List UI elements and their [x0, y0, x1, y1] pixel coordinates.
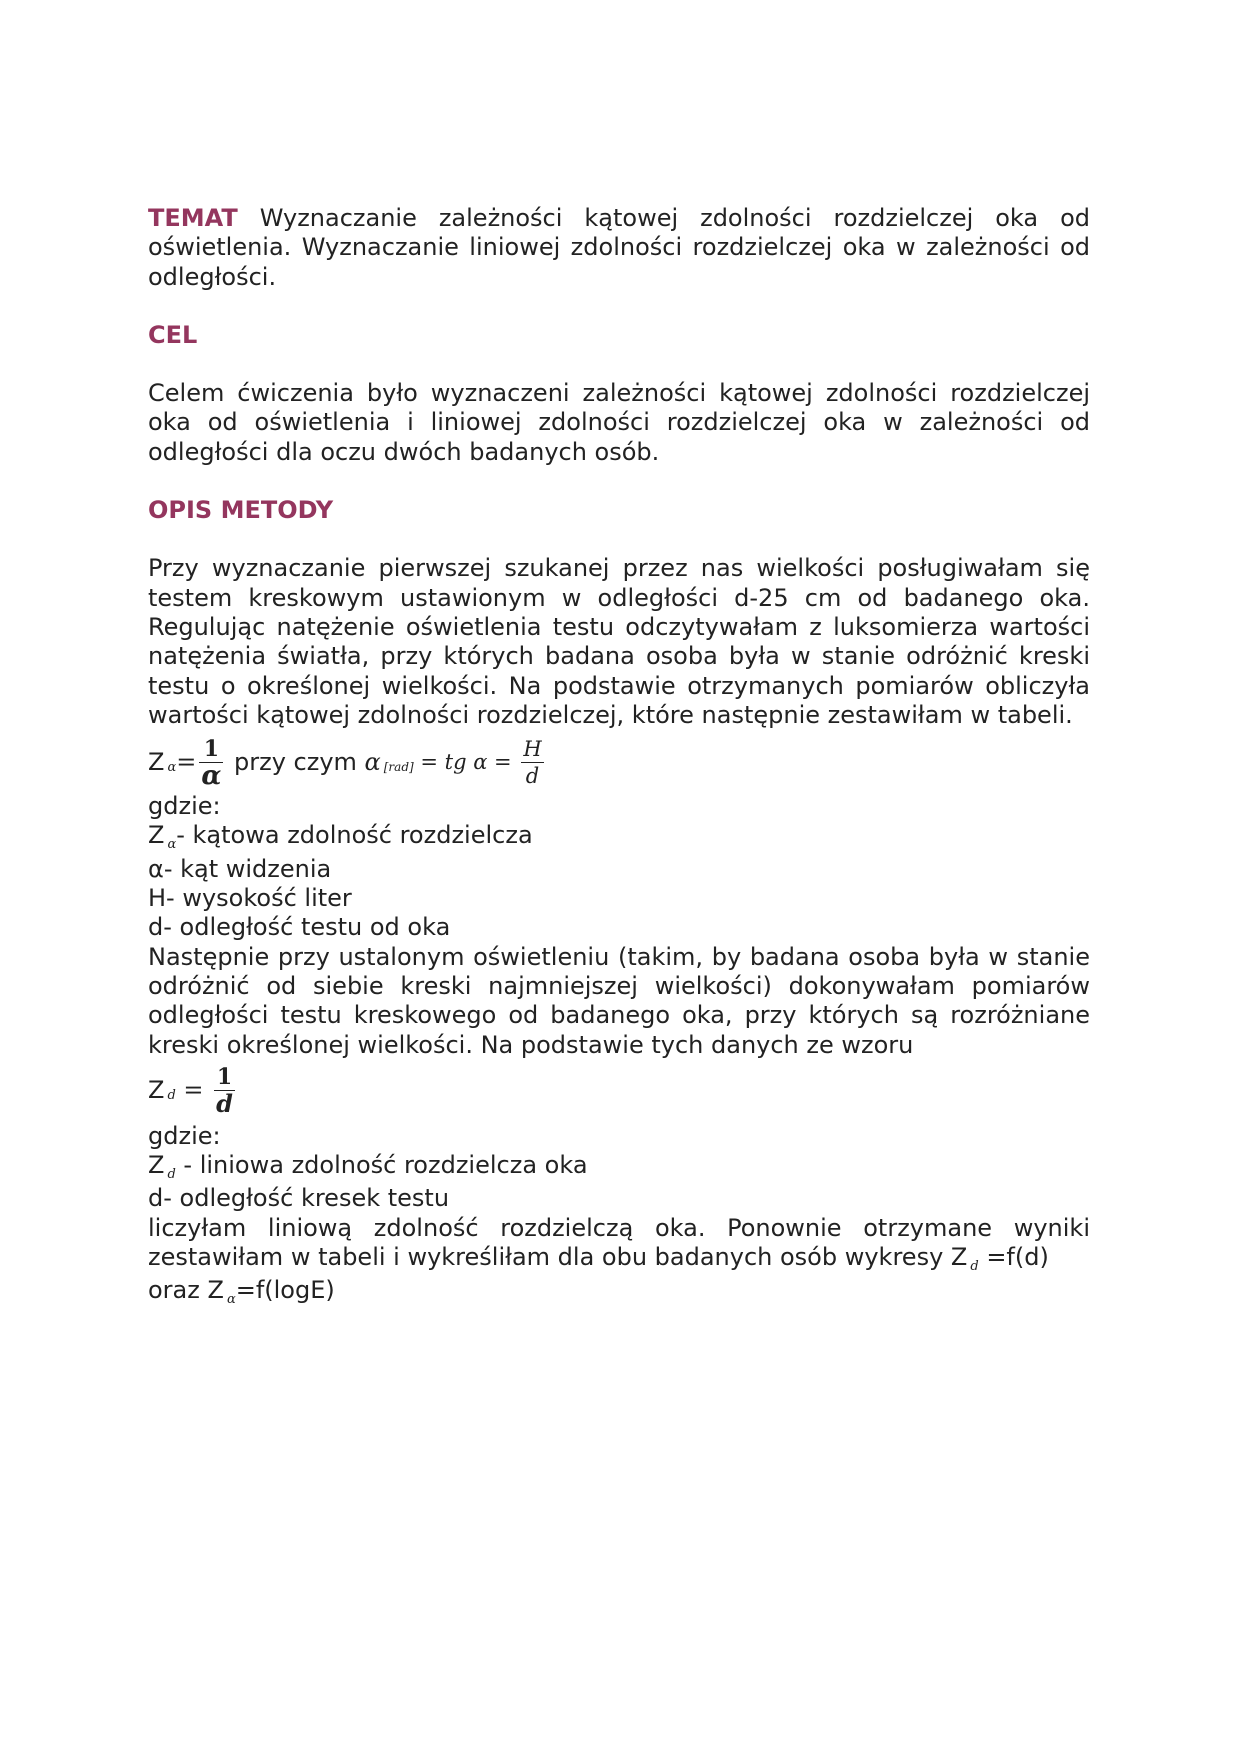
formula-angular-resolution — [148, 732, 1090, 792]
opis-paragraph-3 — [148, 1214, 1090, 1277]
definition-z-alpha — [148, 821, 1090, 854]
para3-text-b: =f(d) — [978, 1243, 1049, 1272]
formula2-subscript: d — [167, 1088, 176, 1104]
formula1-connector-text: przy czym — [226, 747, 365, 776]
def1-text: - kątowa zdolność rozdzielcza — [176, 821, 533, 850]
formula-linear-resolution — [148, 1060, 1090, 1122]
formula2-fraction — [214, 1064, 235, 1117]
opis-paragraph-1: Przy wyznaczanie pierwszej szukanej przez nas wielkości posługiwałam się testem kreskowym ustawionym w odległości d-25 cm od badanego oka. Regulując natężenie oświetlenia testu odczytywałam z luksomierza wartości natężenia światła, przy których badana osoba była w stanie odróżnić kreski testu o określonej wielkości. Na podstawie otrzymanych pomiarów obliczyła wartości kątowej zdolności rozdzielczej, które następnie zestawiłam w tabeli. — [148, 554, 1090, 729]
gdzie-label-1: gdzie: — [148, 792, 221, 821]
def5-z: Z — [148, 1151, 165, 1180]
formula1-z-subscript: α — [167, 759, 177, 775]
definition-d-kresek: d- odległość kresek testu — [148, 1184, 450, 1213]
para3-z1: Z — [950, 1243, 968, 1272]
formula2-equals: = — [175, 1076, 212, 1105]
def1-z: Z — [148, 821, 165, 850]
temat-paragraph — [148, 204, 1090, 292]
formula1-h-over-d — [521, 736, 543, 789]
para3-z2: Z — [207, 1276, 224, 1305]
para3-subscript-2: α — [226, 1292, 236, 1308]
para3-last-line — [148, 1276, 1090, 1309]
definition-alpha: α- kąt widzenia — [148, 854, 332, 883]
formula1-equals: = — [176, 747, 197, 776]
para3-text-c: oraz — [148, 1276, 208, 1305]
def5-text: - liniowa zdolność rozdzielcza oka — [175, 1151, 588, 1180]
para3-text-d: =f(logE) — [235, 1276, 335, 1305]
formula1-alpha: α — [364, 747, 381, 776]
formula1-tg-expression: = tg α = — [413, 749, 519, 774]
temat-label: TEMAT — [148, 204, 238, 232]
formula1-denominator: α — [201, 760, 222, 791]
def1-subscript: α — [167, 837, 177, 853]
opis-heading: OPIS METODY — [148, 496, 334, 525]
formula1-d: d — [525, 763, 540, 788]
para3-text-a: liczyłam liniową zdolność rozdzielczą oka. Ponownie otrzymane wyniki zestawiłam w tabeli i wykreśliłam dla obu badanych osób wykresy — [148, 1213, 1090, 1272]
definition-d: d- odległość testu od oka — [148, 913, 451, 942]
gdzie-label-2: gdzie: — [148, 1121, 221, 1150]
temat-text: Wyznaczanie zależności kątowej zdolności rozdzielczej oka od oświetlenia. Wyznaczanie liniowej zdolności rozdzielczej oka w zależności od odległości. — [148, 204, 1090, 291]
para3-subscript-1: d — [970, 1259, 979, 1275]
opis-paragraph-2: Następnie przy ustalonym oświetleniu (takim, by badana osoba była w stanie odróżnić od siebie kreski najmniejszej wielkości) dokonywałam pomiarów odległości testu kreskowego od badanego oka, przy których są rozróżniane kreski określonej wielkości. Na podstawie tych danych ze wzoru — [148, 942, 1090, 1059]
definition-h: H- wysokość liter — [148, 884, 352, 913]
formula2-z: Z — [148, 1076, 165, 1105]
cel-paragraph: Celem ćwiczenia było wyznaczeni zależności kątowej zdolności rozdzielczej oka od oświetlenia i liniowej zdolności rozdzielczej oka w zależności od odległości dla oczu dwóch badanych osób. — [148, 379, 1090, 466]
formula1-numerator: 1 — [199, 736, 223, 763]
formula2-numerator: 1 — [214, 1064, 235, 1091]
cel-heading: CEL — [148, 320, 198, 349]
definition-z-d — [148, 1151, 1090, 1184]
formula1-z: Z — [148, 747, 165, 776]
formula1-h: H — [523, 736, 542, 761]
def5-subscript: d — [167, 1167, 176, 1183]
document-body — [148, 204, 1090, 1310]
formula1-rad-subscript: [rad] — [383, 759, 414, 774]
formula2-denominator: d — [216, 1089, 233, 1119]
formula1-fraction — [199, 736, 223, 789]
